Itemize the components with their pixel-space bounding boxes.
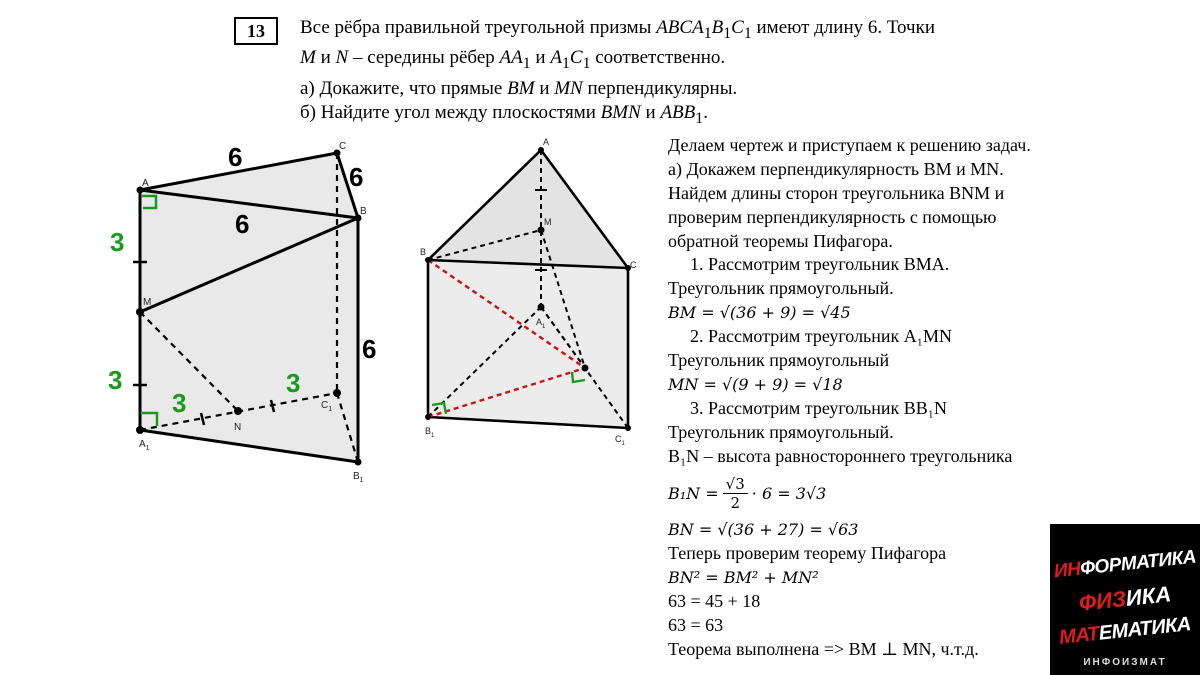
note-ma1: 3 [108,365,123,395]
logo-line-matematika: МАТЕМАТИКА [1058,613,1192,649]
problem-line-3: а) Докажите, что прямые BM и MN перпендикулярны. [300,77,738,99]
prism-figure-2 [415,135,645,450]
note-nc1: 3 [286,368,301,398]
formula-bm: BM = √(36 + 9) = √45 [668,303,851,323]
problem-line-4: б) Найдите угол между плоскостями BMN и $ABB_1$. [300,102,708,127]
solution-line: проверим перпендикулярность с помощью [668,206,997,227]
fig2-label-b1: $B_1$ [425,426,435,439]
label-a: A [142,178,149,189]
problem-line-2: M и N – середины рёбер $AA_1$ и $A_1C_1$ соответственно. [300,47,726,73]
label-m: M [143,297,152,308]
fig2-label-b: B [420,247,427,257]
solution-text [668,134,1031,662]
prism-2-top-face [428,150,628,268]
solution-line: Найдем длины сторон треугольника BNM и [668,182,1005,203]
note-ac: 6 [228,142,243,172]
solution-line: Треугольник прямоугольный. [668,421,894,442]
problem-line-1: Все рёбра правильной треугольной призмы $ABCA_1B_1C_1$ имеют длину 6. Точки [300,17,935,42]
formula-bn: BN = √(36 + 27) = √63 [668,520,859,540]
formula-b1n: B₁N = $\frac{√3}{2}$ · 6 = 3√3 [668,474,827,512]
solution-line: 63 = 45 + 18 [668,591,761,612]
note-a1n: 3 [172,388,187,418]
solution-step-2: 2. Рассмотрим треугольник A₁MN [690,326,953,347]
label-n: N [234,422,242,433]
note-cb: 6 [349,162,364,192]
solution-line: Треугольник прямоугольный [668,350,890,371]
logo-line-informatika: ИНФОРМАТИКА [1052,546,1197,583]
solution-step-1: 1. Рассмотрим треугольник BMA. [690,254,950,275]
fig2-label-c: C [630,260,637,270]
fig2-label-a1: $A_1$ [536,317,546,330]
problem-statement [300,16,935,131]
solution-line: Делаем чертеж и приступаем к решению задач. [668,135,1031,155]
prism-2-side-face [428,260,628,428]
note-bb1: 6 [362,334,377,364]
channel-logo [1050,524,1200,675]
solution-line: Теперь проверим теорему Пифагора [668,543,947,564]
label-a1: $A_1$ [139,439,150,452]
label-c: C [339,141,347,152]
note-ab: 6 [235,209,250,239]
solution-conclusion: Теорема выполнена => BM ⊥ MN, ч.т.д. [668,638,979,659]
logo-caption: ИНФОИЗМАТ [1083,657,1167,668]
logo-line-fizika: ФИЗИКА [1077,581,1173,616]
label-c1: $C_1$ [321,400,333,413]
note-am: 3 [110,227,125,257]
solution-line: 63 = 63 [668,615,724,636]
solution-line: B₁N – высота равностороннего треугольника [668,445,1013,466]
fig2-label-m: M [544,217,552,227]
task-number-box: 13 [234,17,278,45]
solution-line: Треугольник прямоугольный. [668,278,894,299]
fig2-label-a: A [543,137,550,147]
formula-mn: MN = √(9 + 9) = √18 [668,374,843,394]
solution-line: обратной теоремы Пифагора. [668,230,893,251]
formula-pythagoras: BN² = BM² + MN² [668,568,819,588]
label-b: B [360,206,367,217]
solution-step-3: 3. Рассмотрим треугольник BB₁N [690,397,948,418]
solution-line: а) Докажем перпендикулярность BM и MN. [668,158,1004,179]
label-b1: $B_1$ [353,471,364,484]
fraction: $\frac{√3}{2}$ [723,475,748,512]
fig2-label-c1: $C_1$ [615,434,625,447]
prism-figure-1 [100,130,400,490]
